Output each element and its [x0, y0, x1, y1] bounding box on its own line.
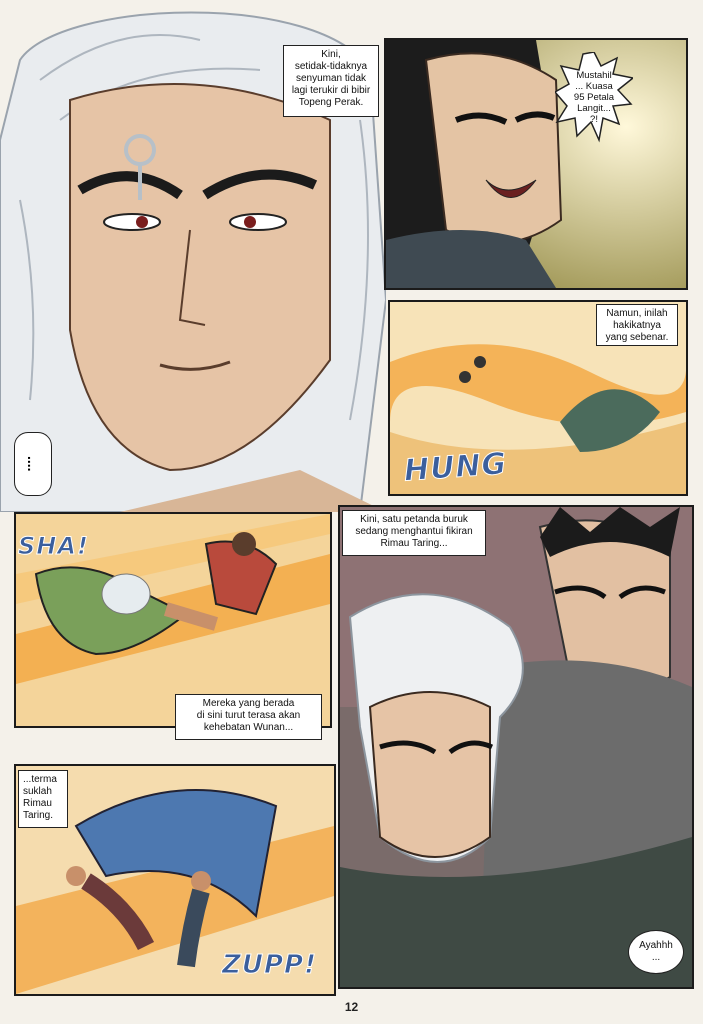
speech-bubble-ellipsis — [14, 432, 52, 496]
caption-panel-5: Kini, satu petanda buruk sedang menghantui fikiran Rimau Taring... — [342, 510, 486, 556]
sfx-hung: HUNG — [402, 446, 509, 489]
speech-text-panel-2: Mustahil ... Kuasa 95 Petala Langit... ?! — [573, 70, 615, 125]
caption-panel-4: Mereka yang berada di sini turut terasa akan kehebatan Wunan... — [175, 694, 322, 740]
sfx-zupp: ZUPP! — [222, 950, 317, 980]
caption-panel-6: ...terma suklah Rimau Taring. — [18, 770, 68, 828]
caption-panel-3: Namun, inilah hakikatnya yang sebenar. — [596, 304, 678, 346]
sfx-sha: SHA! — [18, 532, 89, 560]
speech-bubble-panel-2 — [555, 52, 633, 148]
ellipsis-text: .... — [25, 456, 41, 472]
page-number: 12 — [344, 1000, 359, 1014]
panel-2-shouting-man — [384, 38, 688, 290]
speech-text-panel-5: Ayahhh ... — [639, 940, 673, 963]
speech-bubble-panel-5 — [628, 930, 684, 974]
caption-panel-1: Kini, setidak-tidaknya senyuman tidak lagi terukir di bibir Topeng Perak. — [283, 45, 379, 117]
panel-5-rimau-taring — [338, 505, 694, 989]
